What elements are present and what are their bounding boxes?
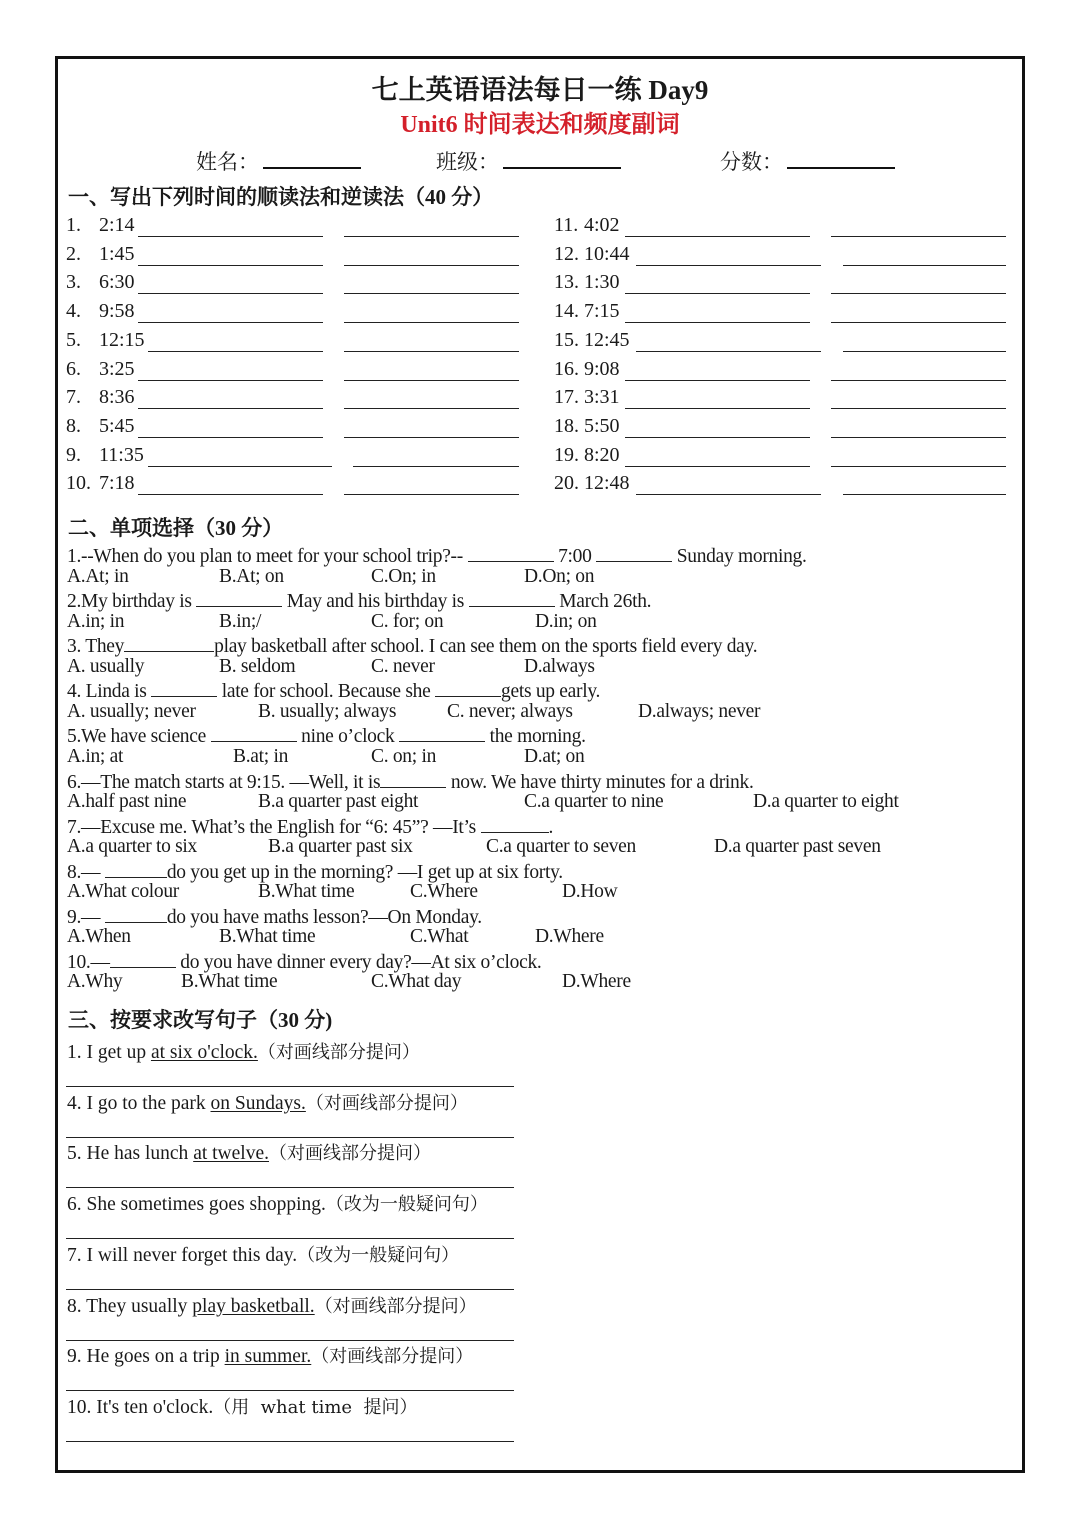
answer-blank[interactable] (196, 588, 282, 607)
question-text: May and his birthday is (282, 591, 469, 613)
time-item (66, 300, 135, 326)
reverse-reading-blank[interactable] (344, 494, 519, 495)
reverse-reading-blank[interactable] (344, 322, 519, 323)
section2-heading: 二、单项选择（30 分） (68, 516, 284, 540)
answer-option[interactable]: A.When (67, 926, 131, 948)
forward-reading-blank[interactable] (138, 265, 323, 266)
time-item-number: 10. (66, 472, 91, 495)
answer-option[interactable]: D.at; on (524, 745, 585, 767)
reverse-reading-blank[interactable] (831, 408, 1006, 409)
rewrite-item (67, 1038, 420, 1064)
rewrite-sentence: 7. I will never forget this day. (67, 1244, 298, 1266)
answer-blank[interactable] (469, 588, 555, 607)
answer-option[interactable]: A.Why (67, 971, 123, 993)
time-item-number: 18. (554, 414, 579, 437)
rewrite-instruction: （对画线部分提问） (269, 1143, 431, 1165)
answer-option[interactable]: B.a quarter past eight (258, 791, 419, 812)
answer-option[interactable]: C.a quarter to nine (524, 791, 664, 812)
reverse-reading-blank[interactable] (831, 293, 1006, 294)
time-item-time: 9:58 (99, 300, 135, 323)
reverse-reading-blank[interactable] (344, 236, 519, 237)
rewrite-item (67, 1393, 418, 1419)
reverse-reading-blank[interactable] (831, 437, 1006, 438)
time-item (66, 271, 135, 297)
time-item (554, 329, 630, 355)
reverse-reading-blank[interactable] (831, 236, 1006, 237)
answer-blank[interactable] (435, 678, 501, 697)
question-stem (67, 588, 651, 613)
section3-heading: 三、按要求改写句子（30 分) (68, 1008, 333, 1032)
answer-blank[interactable] (399, 723, 485, 742)
rewrite-item (67, 1089, 468, 1115)
answer-line[interactable] (66, 1086, 514, 1087)
question-text: 5.We have science (67, 726, 211, 748)
question-text: . (548, 816, 554, 838)
time-item-number: 1. (66, 214, 81, 236)
time-item (66, 358, 135, 384)
time-item-time: 7:18 (99, 472, 135, 495)
question-text: do you have maths lesson?—On Monday. (166, 906, 482, 928)
question-stem (67, 949, 541, 974)
forward-reading-blank[interactable] (138, 322, 323, 323)
reverse-reading-blank[interactable] (843, 351, 1006, 352)
rewrite-sentence: 1. I get up (67, 1042, 151, 1063)
forward-reading-blank[interactable] (148, 466, 332, 467)
question-stem (67, 769, 754, 794)
time-item (554, 472, 630, 498)
time-item-number: 15. (554, 328, 579, 351)
time-item (554, 214, 620, 240)
rewrite-instruction: （对画线部分提问） (257, 1042, 420, 1063)
time-item-time: 12:48 (584, 472, 630, 495)
time-item (554, 358, 620, 384)
question-text: the morning. (485, 726, 586, 748)
answer-option[interactable]: B.What time (219, 926, 316, 948)
underlined-part: play basketball. (192, 1295, 315, 1317)
answer-option[interactable]: D.a quarter past seven (714, 836, 881, 858)
time-item-time: 9:08 (584, 357, 620, 380)
forward-reading-blank[interactable] (148, 351, 323, 352)
answer-blank[interactable] (481, 814, 549, 833)
time-item-time: 11:35 (99, 443, 144, 466)
question-text: 6.—The match starts at 9:15. —Well, it is (67, 771, 381, 793)
question-stem (67, 904, 482, 929)
underlined-part: at six o'clock. (150, 1042, 258, 1063)
answer-option[interactable]: B. usually; always (258, 700, 397, 722)
answer-option[interactable]: D.Where (535, 926, 604, 948)
answer-option[interactable]: C.Where (410, 881, 478, 903)
question-text: 7:00 (553, 546, 597, 567)
answer-blank[interactable] (380, 769, 446, 788)
rewrite-sentence: 9. He goes on a trip (67, 1346, 225, 1368)
time-item (554, 386, 620, 412)
answer-option[interactable]: D.in; on (535, 610, 597, 632)
answer-line[interactable] (66, 1289, 514, 1290)
answer-option[interactable]: C.What day (371, 971, 462, 993)
time-item-number: 14. (554, 300, 579, 323)
answer-blank[interactable] (105, 859, 167, 878)
time-item (554, 271, 620, 297)
question-text: gets up early. (501, 681, 601, 703)
time-item-number: 6. (66, 357, 81, 380)
question-text: now. We have thirty minutes for a drink. (446, 771, 754, 793)
answer-blank[interactable] (468, 543, 554, 562)
question-text: play basketball after school. I can see them on the sports field every day. (214, 636, 758, 658)
rewrite-sentence: 10. It's ten o'clock. (67, 1396, 214, 1418)
time-item-number: 11. (554, 214, 579, 236)
answer-option[interactable]: C. on; in (371, 745, 437, 767)
time-item-number: 20. (554, 472, 579, 495)
question-stem (67, 723, 586, 748)
forward-reading-blank[interactable] (625, 380, 810, 381)
score-field[interactable] (720, 146, 895, 176)
answer-option[interactable]: C. never (371, 655, 435, 677)
answer-option[interactable]: C.What (410, 926, 469, 948)
worksheet-title: 七上英语语法每日一练 Day9 (371, 75, 709, 105)
answer-line[interactable] (66, 1340, 514, 1341)
underlined-part: in summer. (224, 1346, 312, 1368)
rewrite-instruction: （改为一般疑问句） (325, 1194, 488, 1216)
question-text: 3. They (67, 636, 125, 658)
forward-reading-blank[interactable] (625, 408, 810, 409)
time-item-time: 5:50 (584, 414, 620, 437)
answer-option[interactable]: B.at; in (233, 745, 289, 767)
time-item-time: 8:20 (584, 443, 620, 466)
answer-option[interactable]: B.What time (181, 971, 278, 993)
time-item-time: 7:15 (584, 300, 620, 323)
answer-option[interactable]: D.How (562, 881, 618, 903)
time-item (554, 243, 630, 269)
rewrite-item (67, 1342, 473, 1368)
answer-option[interactable]: C. never; always (447, 700, 573, 722)
answer-line[interactable] (66, 1441, 514, 1442)
answer-option[interactable]: B.What time (258, 881, 355, 903)
question-text: 9.— (67, 906, 105, 928)
question-stem (67, 633, 757, 658)
time-item (66, 243, 135, 269)
score-label: 分数： (720, 150, 783, 174)
time-item (554, 300, 620, 326)
time-item (66, 329, 145, 355)
answer-blank[interactable] (124, 633, 214, 652)
time-item-number: 2. (66, 242, 81, 265)
forward-reading-blank[interactable] (138, 437, 323, 438)
rewrite-sentence: 8. They usually (67, 1295, 193, 1317)
answer-option[interactable]: B. seldom (219, 655, 296, 677)
name-label: 姓名： (196, 150, 259, 174)
rewrite-sentence: 6. She sometimes goes shopping. (67, 1194, 326, 1216)
forward-reading-blank[interactable] (625, 437, 810, 438)
answer-option[interactable]: A.half past nine (67, 791, 187, 812)
answer-option[interactable]: B.in;/ (219, 610, 262, 632)
rewrite-instruction: （对画线部分提问） (311, 1346, 474, 1368)
reverse-reading-blank[interactable] (353, 466, 519, 467)
question-stem (67, 543, 807, 568)
answer-option[interactable]: A. usually (67, 655, 145, 677)
answer-blank[interactable] (105, 904, 167, 923)
time-item-time: 1:30 (584, 271, 620, 294)
forward-reading-blank[interactable] (636, 351, 821, 352)
time-item-number: 9. (66, 443, 81, 466)
reverse-reading-blank[interactable] (344, 380, 519, 381)
time-item-time: 12:45 (584, 328, 630, 351)
time-item-number: 4. (66, 300, 81, 323)
rewrite-instruction: （对画线部分提问） (314, 1295, 477, 1317)
forward-reading-blank[interactable] (625, 293, 810, 294)
question-text: 7.—Excuse me. What’s the English for “6: 45”? —It’s (67, 816, 481, 838)
time-item (66, 214, 135, 240)
forward-reading-blank[interactable] (625, 466, 810, 467)
class-label: 班级： (436, 150, 499, 174)
time-item (66, 472, 135, 498)
reverse-reading-blank[interactable] (831, 322, 1006, 323)
answer-option[interactable]: C.On; in (371, 565, 436, 587)
answer-option[interactable]: A.At; in (67, 565, 129, 587)
time-item-number: 13. (554, 271, 579, 294)
section1-heading: 一、写出下列时间的顺读法和逆读法（40 分） (68, 185, 494, 209)
time-item-number: 17. (554, 386, 579, 409)
answer-option[interactable]: B.a quarter past six (268, 836, 413, 858)
time-item-number: 5. (66, 328, 81, 351)
question-text: 10.— (67, 951, 110, 973)
answer-option[interactable]: A.What colour (67, 881, 179, 903)
time-item-number: 8. (66, 414, 81, 437)
time-item (66, 386, 135, 412)
question-text: do you have dinner every day?—At six o’clock. (175, 951, 542, 973)
question-text: March 26th. (554, 591, 652, 613)
question-text: 8.— (67, 861, 105, 883)
question-stem (67, 678, 600, 703)
name-blank[interactable] (263, 147, 361, 169)
answer-option[interactable]: C. for; on (371, 610, 444, 632)
rewrite-instruction: （对画线部分提问） (305, 1092, 468, 1114)
question-text: 2.My birthday is (67, 591, 197, 613)
reverse-reading-blank[interactable] (344, 351, 519, 352)
class-field[interactable] (436, 146, 621, 176)
forward-reading-blank[interactable] (138, 494, 323, 495)
time-item (554, 415, 620, 441)
answer-option[interactable]: A.in; in (67, 610, 125, 632)
question-text: nine o’clock (296, 726, 400, 748)
rewrite-item (67, 1139, 431, 1165)
time-item-time: 6:30 (99, 271, 135, 294)
class-blank[interactable] (503, 147, 621, 169)
underlined-part: on Sundays. (210, 1092, 306, 1114)
time-item-time: 12:15 (99, 328, 145, 351)
reverse-reading-blank[interactable] (344, 265, 519, 266)
forward-reading-blank[interactable] (138, 236, 323, 237)
time-item-time: 8:36 (99, 386, 135, 409)
forward-reading-blank[interactable] (138, 293, 323, 294)
time-item (66, 415, 135, 441)
time-item-time: 4:02 (584, 214, 620, 236)
question-text: late for school. Because she (217, 681, 436, 703)
answer-line[interactable] (66, 1390, 514, 1391)
time-item-number: 19. (554, 443, 579, 466)
worksheet-subtitle: Unit6 时间表达和频度副词 (400, 112, 680, 138)
answer-option[interactable]: C.a quarter to seven (486, 836, 636, 858)
reverse-reading-blank[interactable] (831, 380, 1006, 381)
reverse-reading-blank[interactable] (843, 494, 1006, 495)
forward-reading-blank[interactable] (138, 408, 323, 409)
reverse-reading-blank[interactable] (831, 466, 1006, 467)
rewrite-instruction: （改为一般疑问句） (297, 1244, 460, 1266)
answer-option[interactable]: A. usually; never (67, 700, 196, 722)
answer-option[interactable]: D.always; never (638, 700, 761, 722)
time-item-time: 5:45 (99, 414, 135, 437)
answer-line[interactable] (66, 1187, 514, 1188)
time-item (554, 444, 620, 470)
time-item-number: 16. (554, 357, 579, 380)
question-stem (67, 814, 553, 839)
underlined-part: at twelve. (193, 1143, 269, 1165)
forward-reading-blank[interactable] (625, 322, 810, 323)
time-item-number: 7. (66, 386, 81, 409)
reverse-reading-blank[interactable] (344, 293, 519, 294)
answer-blank[interactable] (110, 949, 176, 968)
question-text: 4. Linda is (67, 681, 152, 703)
answer-option[interactable]: D.On; on (524, 565, 595, 587)
time-item-time: 3:31 (584, 386, 620, 409)
answer-blank[interactable] (596, 543, 672, 562)
rewrite-sentence: 4. I go to the park (67, 1092, 211, 1114)
question-text: 1.--When do you plan to meet for your school trip?-- (67, 546, 468, 567)
rewrite-instruction: （用 what time 提问） (213, 1396, 418, 1418)
rewrite-item (67, 1241, 459, 1267)
time-item-time: 10:44 (584, 242, 630, 265)
answer-option[interactable]: D.a quarter to eight (753, 791, 899, 812)
answer-blank[interactable] (151, 678, 217, 697)
answer-option[interactable]: D.Where (562, 971, 631, 993)
forward-reading-blank[interactable] (636, 494, 821, 495)
name-field[interactable] (196, 146, 361, 176)
rewrite-item (67, 1292, 477, 1318)
reverse-reading-blank[interactable] (344, 437, 519, 438)
reverse-reading-blank[interactable] (344, 408, 519, 409)
answer-line[interactable] (66, 1137, 514, 1138)
question-text: do you get up in the morning? —I get up at six forty. (166, 861, 563, 883)
score-blank[interactable] (787, 147, 895, 169)
rewrite-sentence: 5. He has lunch (67, 1143, 194, 1165)
time-item-number: 3. (66, 271, 81, 294)
answer-option[interactable]: A.in; at (67, 745, 124, 767)
time-item-number: 12. (554, 242, 579, 265)
answer-option[interactable]: D.always (524, 655, 595, 677)
time-item (66, 444, 144, 470)
forward-reading-blank[interactable] (636, 265, 821, 266)
forward-reading-blank[interactable] (625, 236, 810, 237)
answer-option[interactable]: A.a quarter to six (67, 836, 197, 858)
time-item-time: 2:14 (99, 214, 135, 236)
rewrite-item (67, 1190, 488, 1216)
forward-reading-blank[interactable] (138, 380, 323, 381)
time-item-time: 1:45 (99, 242, 135, 265)
reverse-reading-blank[interactable] (843, 265, 1006, 266)
question-stem (67, 859, 563, 884)
answer-option[interactable]: B.At; on (219, 565, 284, 587)
question-text: Sunday morning. (672, 546, 807, 567)
answer-blank[interactable] (211, 723, 297, 742)
time-item-time: 3:25 (99, 357, 135, 380)
answer-line[interactable] (66, 1238, 514, 1239)
